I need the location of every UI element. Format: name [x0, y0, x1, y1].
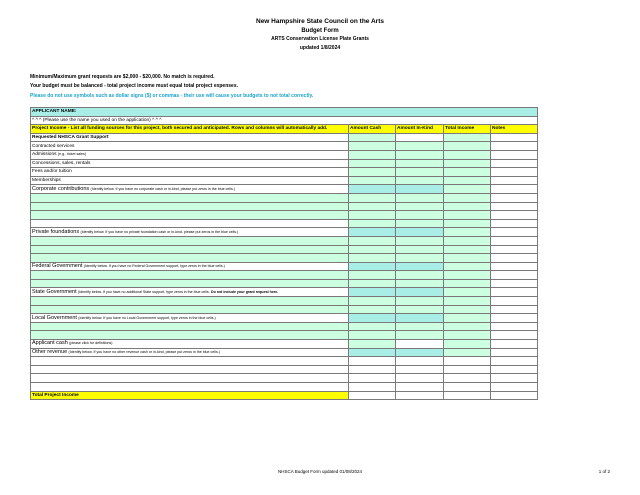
- cell-cash[interactable]: [349, 228, 396, 237]
- cell-notes[interactable]: [491, 228, 538, 237]
- col-header-total: Total Income: [444, 125, 491, 134]
- budget-table: [30, 107, 538, 400]
- cell-inkind[interactable]: [396, 228, 444, 237]
- cell-notes[interactable]: [491, 348, 538, 357]
- table-row: [31, 374, 538, 383]
- cell-total: [444, 262, 491, 271]
- cell-notes[interactable]: [491, 288, 538, 297]
- table-row: [31, 150, 538, 159]
- table-row: [31, 288, 538, 297]
- cell-notes[interactable]: [491, 133, 538, 142]
- entry-cell[interactable]: [31, 279, 349, 288]
- cell-inkind[interactable]: [396, 142, 444, 151]
- cell-inkind[interactable]: [396, 262, 444, 271]
- entry-cell[interactable]: [31, 322, 349, 331]
- cell-cash[interactable]: [349, 159, 396, 168]
- cell-inkind: [396, 340, 444, 349]
- table-row: [31, 245, 538, 254]
- total-cash: [349, 391, 396, 400]
- cell-cash[interactable]: [349, 340, 396, 349]
- entry-cell[interactable]: [31, 357, 349, 366]
- table-row: [31, 279, 538, 288]
- cell-notes[interactable]: [491, 340, 538, 349]
- row-label-concessions: Concessions, sales, rentals: [31, 159, 349, 168]
- row-label-contracted: Contracted services: [31, 142, 349, 151]
- project-income-header: Project Income - List all funding sources for this project, both secured and anticipated. Rows and columns will automatically add.: [31, 125, 349, 134]
- table-row: [31, 176, 538, 185]
- applicant-name-field[interactable]: APPLICANT NAME:: [31, 108, 538, 117]
- cell-total: [444, 159, 491, 168]
- table-row: [31, 331, 538, 340]
- table-row: [31, 159, 538, 168]
- instruction-no-symbols: Please do not use symbols such as dollar signs ($) or commas - their use will cause your budgets to not total correctly.: [30, 92, 314, 99]
- row-label-federal: Federal Government (Identify below. If you have no Federal Government support, type zeros in the blue cells.): [31, 262, 349, 271]
- cell-total: [444, 288, 491, 297]
- col-header-notes: Notes: [491, 125, 538, 134]
- applicant-hint-row: [31, 116, 538, 125]
- cell-notes[interactable]: [491, 142, 538, 151]
- cell-cash[interactable]: [349, 168, 396, 177]
- total-project-income-label: Total Project Income: [31, 391, 349, 400]
- applicant-row: [31, 108, 538, 117]
- cell-inkind[interactable]: [396, 348, 444, 357]
- cell-total: [444, 340, 491, 349]
- cell-cash[interactable]: [349, 185, 396, 194]
- cell-cash[interactable]: [349, 133, 396, 142]
- row-label-memberships: Memberships: [31, 176, 349, 185]
- total-notes: [491, 391, 538, 400]
- table-row: [31, 348, 538, 357]
- table-row: [31, 193, 538, 202]
- cell-cash[interactable]: [349, 288, 396, 297]
- row-label-fees: Fees and/or tuition: [31, 168, 349, 177]
- table-row: [31, 168, 538, 177]
- row-label-admissions: Admissions (e.g., ticket sales): [31, 150, 349, 159]
- cell-total: [444, 150, 491, 159]
- cell-inkind[interactable]: [396, 288, 444, 297]
- cell-total: [444, 176, 491, 185]
- total-inkind: [396, 391, 444, 400]
- cell-total: [444, 348, 491, 357]
- footer-center: NHSCA Budget Form updated 01/08/2024: [277, 469, 363, 474]
- col-header-cash: Amount Cash: [349, 125, 396, 134]
- total-row: [31, 391, 538, 400]
- entry-cell[interactable]: [31, 254, 349, 263]
- table-row: [31, 211, 538, 220]
- entry-cell[interactable]: [31, 297, 349, 306]
- row-label-local: Local Government (Identify below. If you have no Local Government support, type zeros in the blue cells.): [31, 314, 349, 323]
- row-label-corporate: Corporate contributions (Identify below. If you have no corporate cash or in-kind, please put zeros in the blue cells.): [31, 185, 349, 194]
- cell-inkind[interactable]: [396, 314, 444, 323]
- entry-cell[interactable]: [31, 271, 349, 280]
- cell-inkind[interactable]: [396, 159, 444, 168]
- instructions: [30, 73, 313, 101]
- form-title-block: [0, 18, 640, 52]
- updated-date: updated 1/8/2024: [299, 44, 341, 51]
- table-row: [31, 133, 538, 142]
- entry-cell[interactable]: [31, 193, 349, 202]
- table-row: [31, 383, 538, 392]
- table-row: [31, 219, 538, 228]
- row-label-requested: Requested NHSCA Grant Support: [31, 133, 349, 142]
- row-label-applicant-cash[interactable]: Applicant cash (please click for definitions): [31, 340, 349, 349]
- cell-notes[interactable]: [491, 150, 538, 159]
- table-row: [31, 357, 538, 366]
- cell-cash[interactable]: [349, 142, 396, 151]
- table-row: [31, 365, 538, 374]
- row-label-private: Private foundations (Identify below. If you have no private foundation cash or in-kind, please put zeros in the blue cells.): [31, 228, 349, 237]
- entry-cell[interactable]: [31, 365, 349, 374]
- cell-notes[interactable]: [491, 262, 538, 271]
- cell-notes[interactable]: [491, 314, 538, 323]
- cell-cash[interactable]: [349, 176, 396, 185]
- row-label-state: State Government (Identify below. If you have no additional State support, type zeros in the blue cells. Do not include your grant request here.: [31, 288, 349, 297]
- table-row: [31, 202, 538, 211]
- entry-cell[interactable]: [31, 331, 349, 340]
- cell-notes[interactable]: [491, 185, 538, 194]
- cell-inkind: [396, 133, 444, 142]
- table-row: [31, 228, 538, 237]
- table-row: [31, 185, 538, 194]
- entry-cell[interactable]: [31, 236, 349, 245]
- cell-total: [444, 185, 491, 194]
- table-row: [31, 340, 538, 349]
- table-row: [31, 322, 538, 331]
- org-title: New Hampshire State Council on the Arts: [256, 18, 384, 25]
- cell-notes[interactable]: [491, 168, 538, 177]
- table-row: [31, 314, 538, 323]
- program-title: ARTS Conservation License Plate Grants: [271, 36, 369, 42]
- entry-cell[interactable]: [31, 383, 349, 392]
- entry-cell[interactable]: [31, 305, 349, 314]
- cell-inkind[interactable]: [396, 150, 444, 159]
- cell-total: [444, 168, 491, 177]
- cell-total: [444, 228, 491, 237]
- cell-total: [444, 314, 491, 323]
- table-row: [31, 297, 538, 306]
- row-label-other: Other revenue (Identify below. If you have no other revenue cash or in-kind, please put zeros in the blue cells.): [31, 348, 349, 357]
- page-number: 1 of 2: [598, 469, 610, 474]
- entry-cell[interactable]: [31, 374, 349, 383]
- table-row: [31, 262, 538, 271]
- table-row: [31, 236, 538, 245]
- total-income: [444, 391, 491, 400]
- cell-inkind[interactable]: [396, 176, 444, 185]
- cell-notes[interactable]: [491, 159, 538, 168]
- cell-cash[interactable]: [349, 262, 396, 271]
- col-header-inkind: Amount In-Kind: [396, 125, 444, 134]
- form-title: Budget Form: [301, 27, 339, 34]
- cell-cash[interactable]: [349, 314, 396, 323]
- instruction-balanced: Your budget must be balanced - total project income must equal total project expenses.: [30, 83, 239, 90]
- cell-inkind[interactable]: [396, 168, 444, 177]
- cell-notes[interactable]: [491, 176, 538, 185]
- entry-cell[interactable]: [31, 202, 349, 211]
- instruction-min-max: Minimum/Maximum grant requests are $2,000 - $20,000. No match is required.: [30, 74, 215, 80]
- table-header-row: [31, 125, 538, 134]
- table-row: [31, 254, 538, 263]
- table-row: [31, 305, 538, 314]
- cell-total: [444, 133, 491, 142]
- cell-inkind[interactable]: [396, 185, 444, 194]
- cell-cash[interactable]: [349, 348, 396, 357]
- cell-total: [444, 142, 491, 151]
- applicant-hint: ^ ^ ^ (Please use the name you used on the application) ^ ^ ^: [31, 116, 538, 125]
- entry-cell[interactable]: [31, 245, 349, 254]
- table-row: [31, 271, 538, 280]
- table-row: [31, 142, 538, 151]
- cell-cash[interactable]: [349, 150, 396, 159]
- entry-cell[interactable]: [31, 211, 349, 220]
